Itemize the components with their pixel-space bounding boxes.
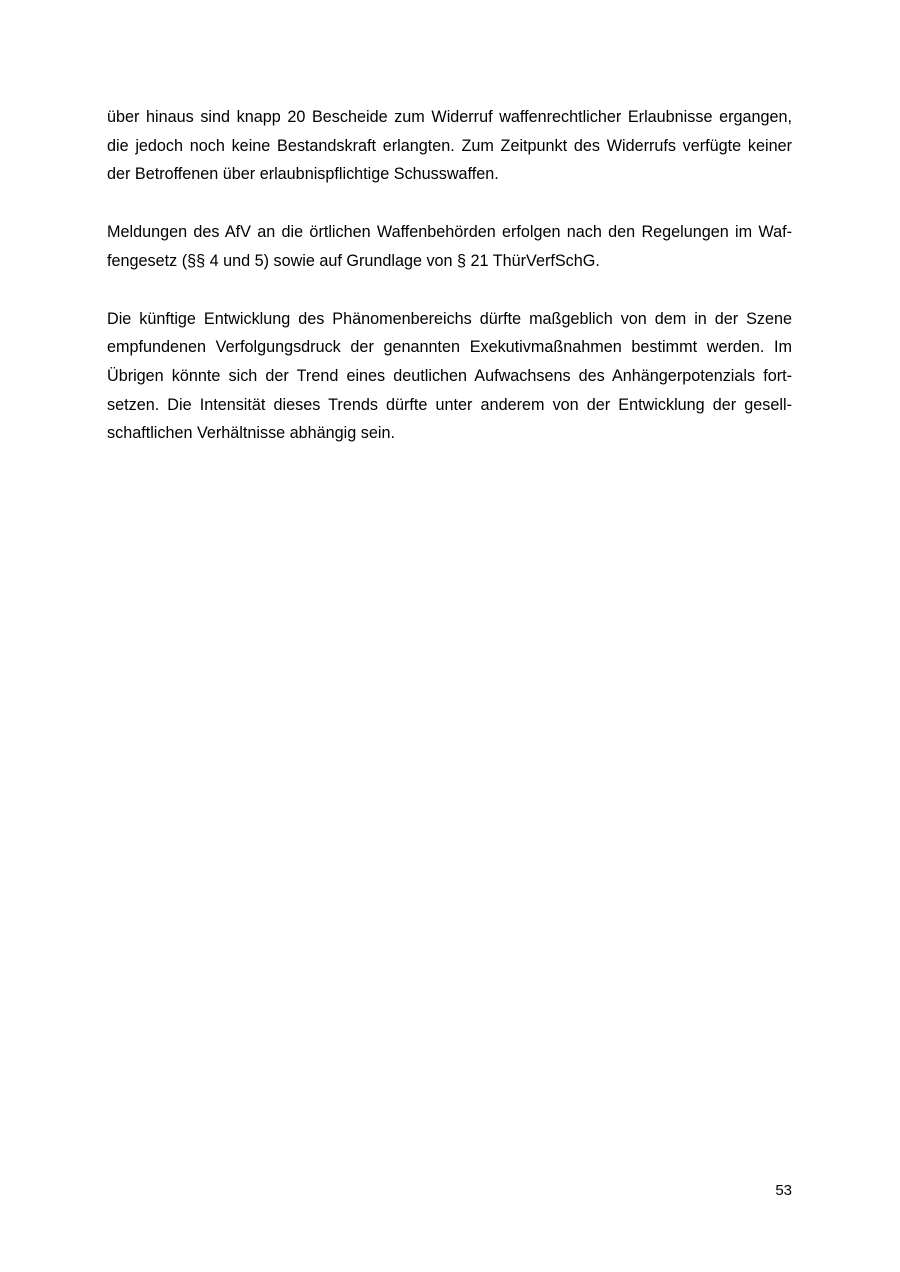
page-number: 53: [775, 1182, 792, 1199]
text-line: schaftlichen Verhältnisse abhängig sein.: [107, 424, 395, 443]
text-line: Übrigen könnte sich der Trend eines deutlichen Aufwachsens des Anhängerpotenzials fort-: [107, 366, 792, 385]
text-line: der Betroffenen über erlaubnispflichtige Schusswaffen.: [107, 165, 499, 184]
paragraph-future-development: [107, 305, 792, 449]
paragraph-weapons-revocations: [107, 103, 792, 189]
text-line: empfundenen Verfolgungsdruck der genannten Exekutivmaßnahmen bestimmt werden. Im: [107, 338, 792, 357]
text-line: über hinaus sind knapp 20 Bescheide zum Widerruf waffenrechtlicher Erlaubnisse ergangen,: [107, 108, 792, 126]
body-text: [107, 103, 792, 477]
paragraph-afv-notifications: [107, 218, 792, 275]
text-line: setzen. Die Intensität dieses Trends dürfte unter anderem von der Entwicklung der gesell-: [107, 395, 792, 414]
text-line: Meldungen des AfV an die örtlichen Waffenbehörden erfolgen nach den Regelungen im Waf-: [107, 223, 792, 242]
text-line: die jedoch noch keine Bestandskraft erlangten. Zum Zeitpunkt des Widerrufs verfügte keiner: [107, 136, 792, 155]
text-line: Die künftige Entwicklung des Phänomenbereichs dürfte maßgeblich von dem in der Szene: [107, 309, 792, 328]
text-line: fengesetz (§§ 4 und 5) sowie auf Grundlage von § 21 ThürVerfSchG.: [107, 251, 600, 270]
